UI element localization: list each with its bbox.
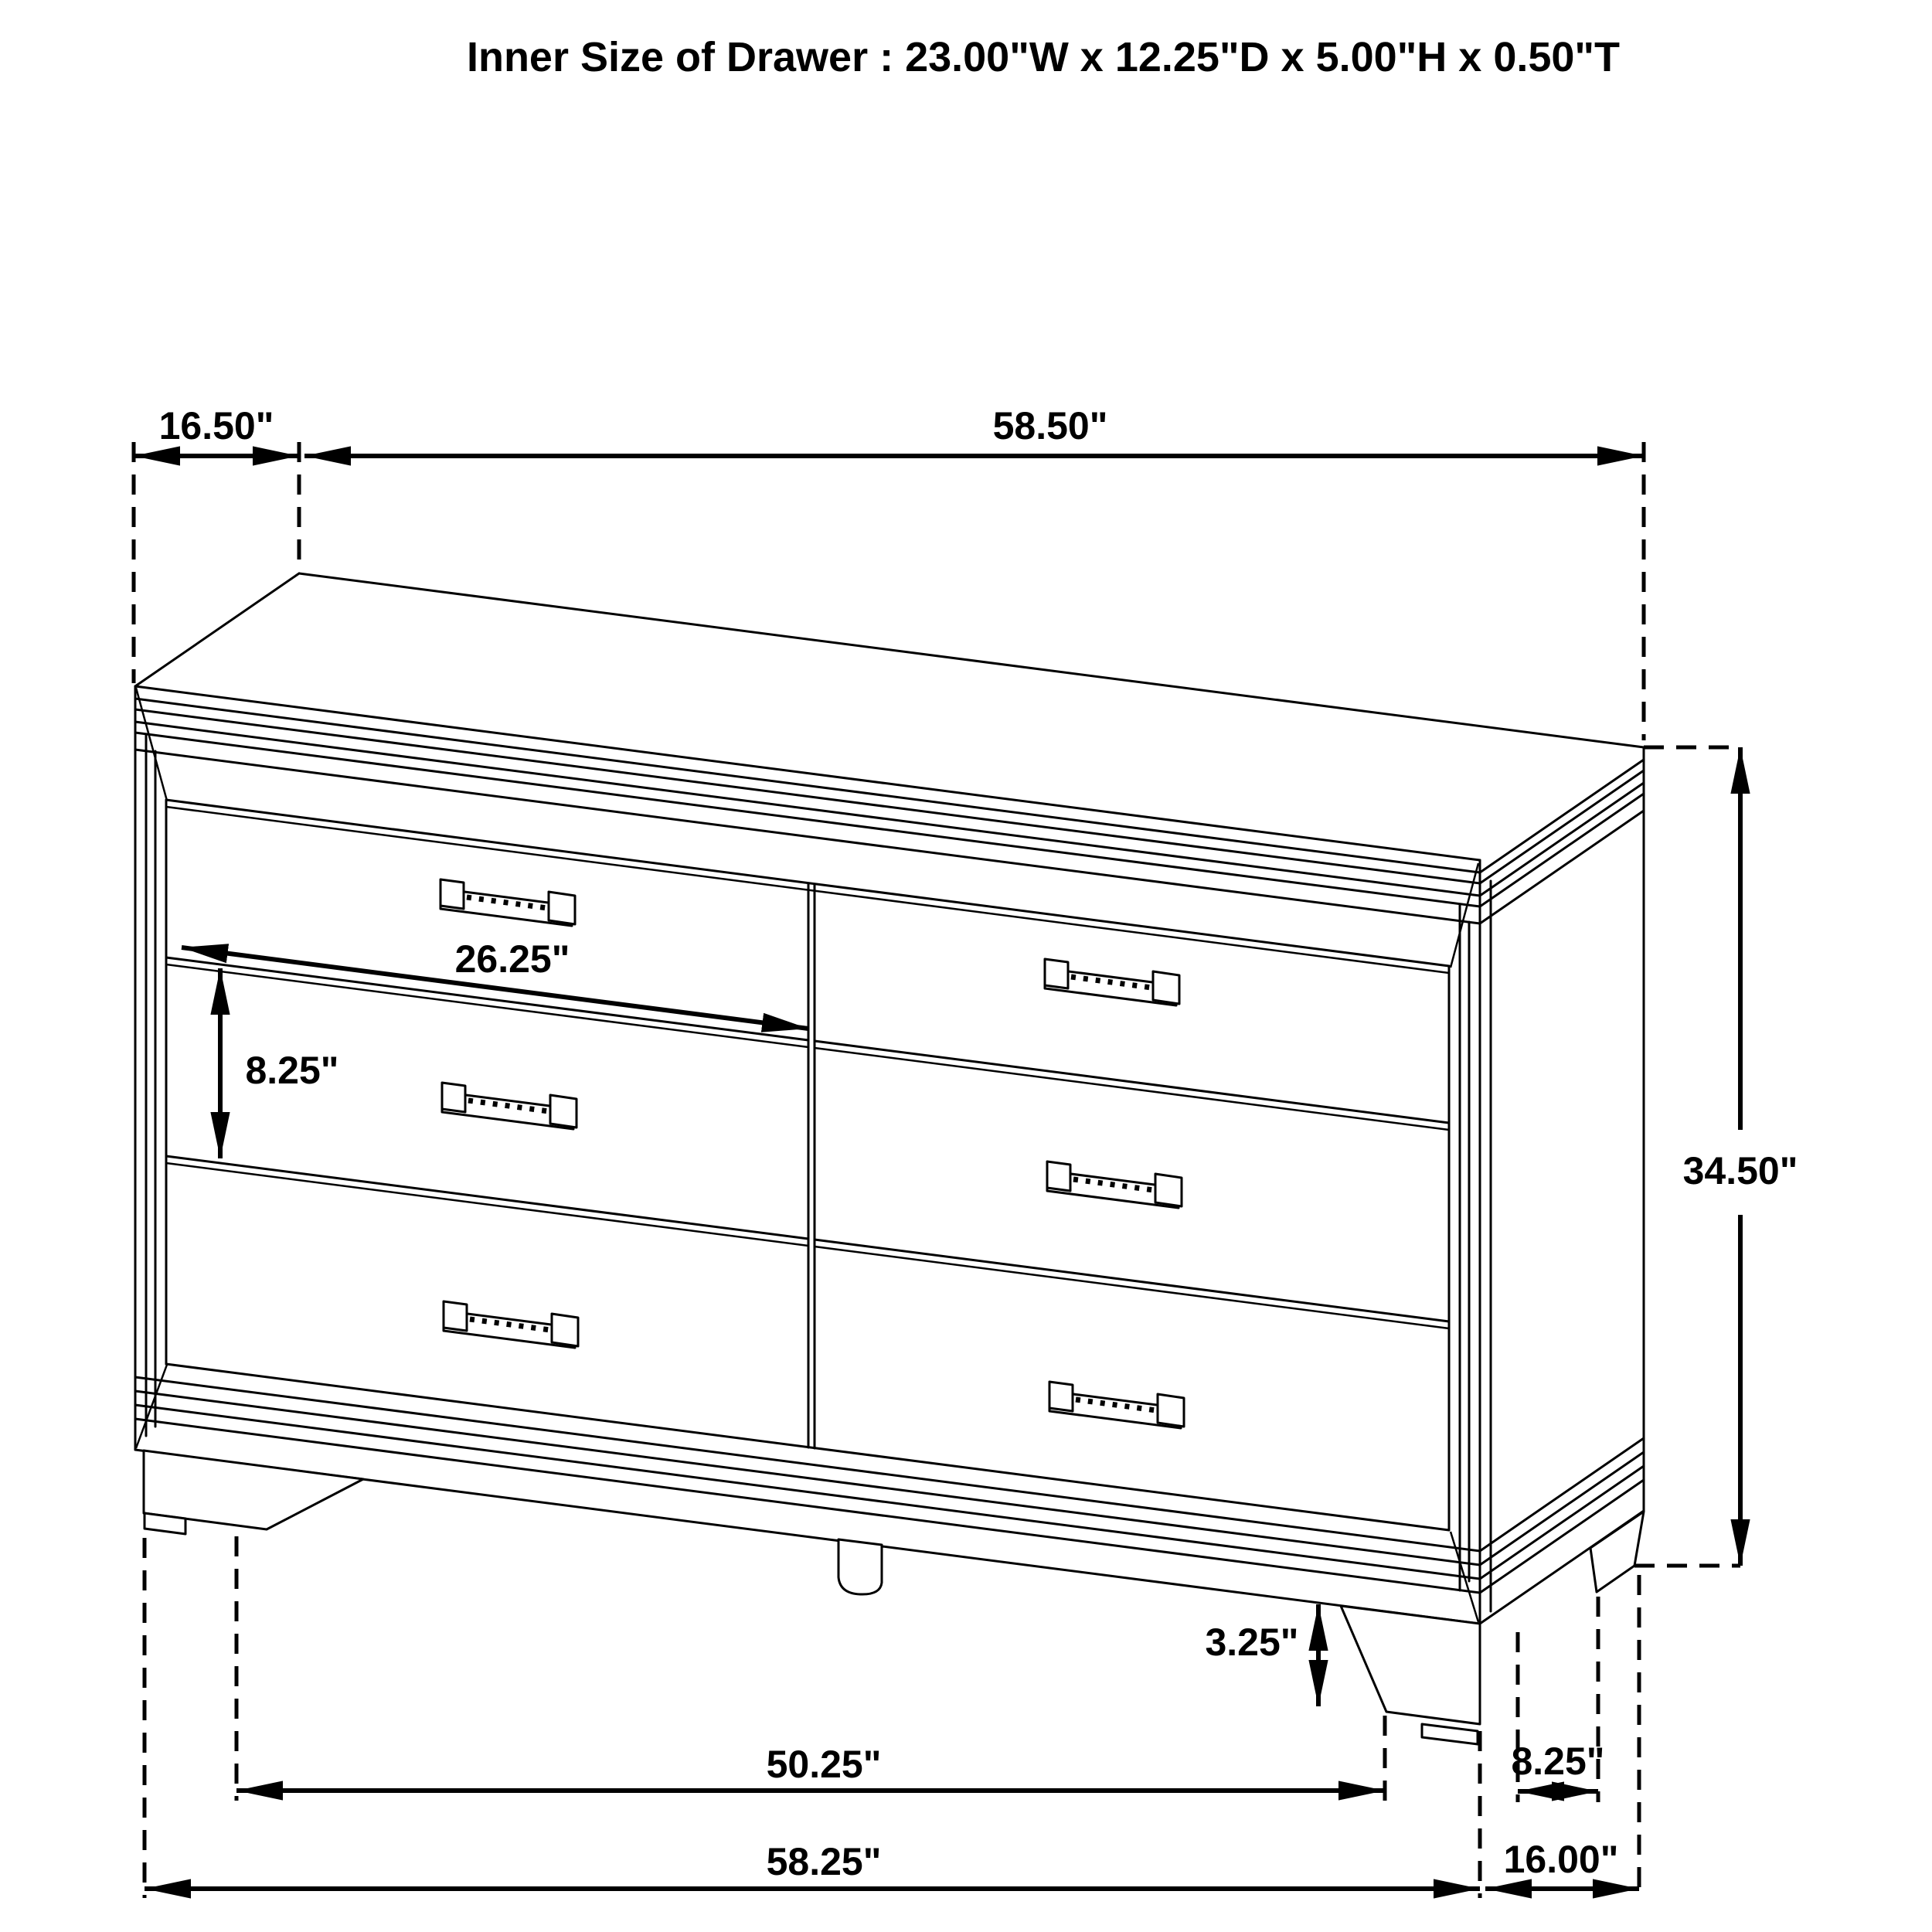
handle-left-middle (442, 1083, 577, 1129)
drawer-divider-2 (166, 1163, 808, 1246)
miter-line (1451, 863, 1478, 968)
leg-height-dimension (1205, 1604, 1318, 1706)
handle-right-top (1045, 959, 1179, 1005)
handle-right-bottom (1049, 1382, 1184, 1428)
top-left-edge (135, 573, 299, 686)
dim-label-side-leg-spacing: 8.25" (1511, 1740, 1605, 1783)
crown-line (135, 699, 1480, 872)
drawer-divider-2 (815, 1247, 1449, 1328)
bottom-dimensions (145, 1536, 1639, 1900)
front-right-leg (1341, 1606, 1480, 1724)
dim-label-base-depth: 16.00" (1503, 1838, 1619, 1881)
miter-line (136, 688, 167, 801)
side-crown-line (1480, 783, 1644, 896)
drawer-divider-1 (815, 1041, 1449, 1123)
dim-label-top-depth: 16.50" (158, 404, 274, 447)
dim-label-drawer-height: 8.25" (245, 1049, 339, 1092)
crown-line (135, 686, 1480, 860)
dim-label-top-width: 58.50" (992, 404, 1108, 447)
side-crown-line (1480, 794, 1644, 906)
front-right-foot (1422, 1724, 1478, 1744)
top-back-edge (299, 573, 1644, 747)
dim-label-leg-height: 3.25" (1205, 1621, 1299, 1664)
crown-line (135, 709, 1480, 883)
drawer-divider-2 (815, 1240, 1449, 1321)
handle-left-bottom (444, 1301, 578, 1348)
handle-left-top (440, 879, 575, 926)
dim-label-base-width: 58.25" (766, 1840, 882, 1883)
back-right-leg (1590, 1512, 1644, 1592)
drawing-title: Inner Size of Drawer : 23.00"W x 12.25"D x 5.00"H x 0.50"T (466, 34, 1621, 80)
dim-label-drawer-width: 26.25" (454, 937, 570, 981)
side-crown-line (1480, 760, 1644, 872)
center-foot (838, 1539, 882, 1594)
handle-right-middle (1047, 1162, 1182, 1208)
dim-label-front-leg-span: 50.25" (766, 1743, 882, 1786)
drawer-divider-1 (815, 1048, 1449, 1130)
drawer-divider-2 (166, 1156, 808, 1239)
height-dimension (1634, 747, 1798, 1566)
dim-label-overall-height: 34.50" (1682, 1149, 1798, 1192)
crown-line (135, 733, 1480, 906)
top-dimensions (134, 404, 1644, 740)
dresser-outline (135, 573, 1644, 1744)
crown-line (135, 722, 1480, 896)
